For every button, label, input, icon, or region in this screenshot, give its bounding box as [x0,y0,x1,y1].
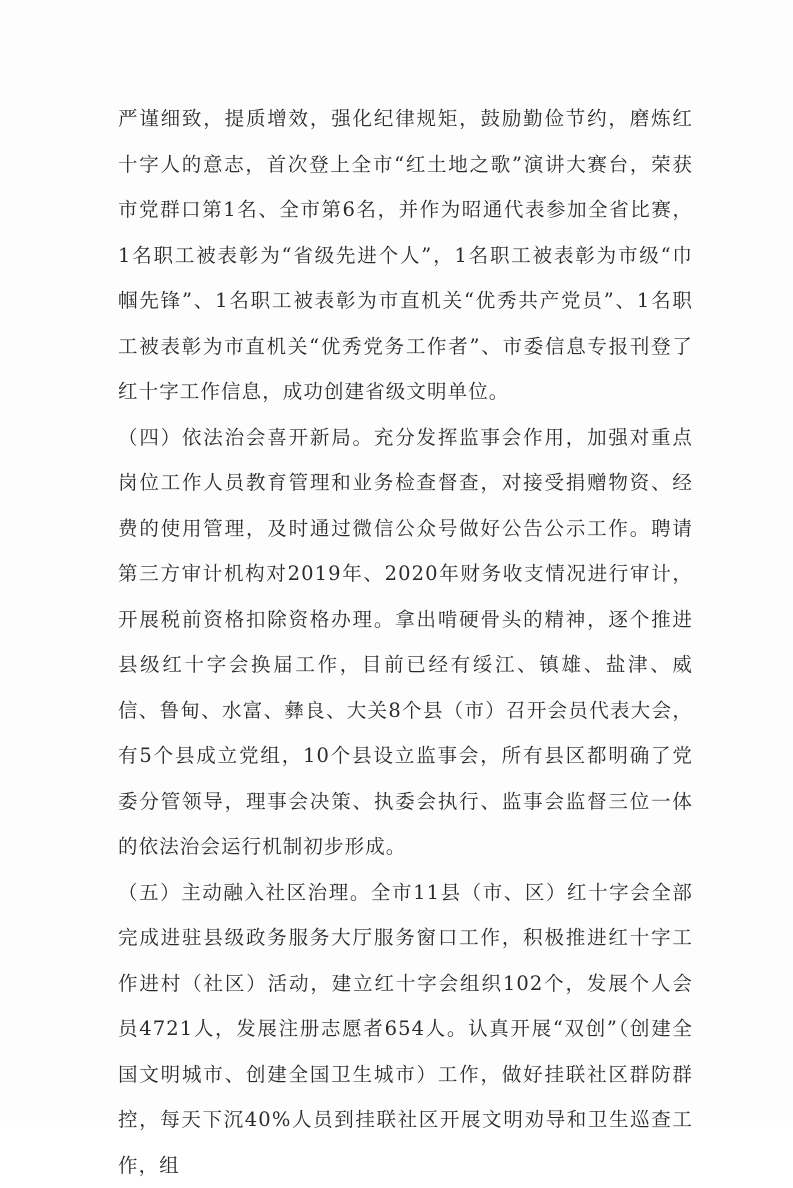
paragraph-community-governance [118,870,693,1188]
paragraph-text: 充分发挥监事会作用，加强对重点岗位工作人员教育管理和业务检查督查，对接受捐赠物资、经费的使用管理，及时通过微信公众号做好公告公示工作。聘请第三方审计机构对2019年、2020年财务收支情况进行审计，开展税前资格扣除资格办理。拿出啃硬骨头的精神，逐个推进县级红十字会换届工作，目前已经有绥江、镇雄、盐津、威信、鲁甸、水富、彝良、大关8个县（市）召开会员代表大会，有5个县成立党组，10个县设立监事会，所有县区都明确了党委分管领导，理事会决策、执委会执行、监事会监督三位一体的依法治会运行机制初步形成。 [118,426,693,859]
paragraph-discipline [118,96,693,415]
paragraph-heading: （五）主动融入社区治理。 [118,881,371,904]
paragraph-text: 严谨细致，提质增效，强化纪律规矩，鼓励勤俭节约，磨炼红十字人的意志，首次登上全市“红土地之歌”演讲大赛台，荣获市党群口第1名、全市第6名，并作为昭通代表参加全省比赛，1名职工被表彰为“省级先进个人”，1名职工被表彰为市级“巾帼先锋”、1名职工被表彰为市直机关“优秀共产党员”、1名职工被表彰为市直机关“优秀党务工作者”、市委信息专报刊登了红十字工作信息，成功创建省级文明单位。 [118,107,693,403]
paragraph-text: 全市11县（市、区）红十字会全部完成进驻县级政务服务大厅服务窗口工作，积极推进红十字工作进村（社区）活动，建立红十字会组织102个，发展个人会员4721人，发展注册志愿者654人。认真开展“双创”（创建全国文明城市、创建全国卫生城市）工作，做好挂联社区群防群控，每天下沉40%人员到挂联社区开展文明劝导和卫生巡查工作，组 [118,881,693,1177]
paragraph-heading: （四）依法治会喜开新局。 [118,426,374,449]
document-body [118,96,693,1188]
paragraph-rule-of-law [118,415,693,870]
